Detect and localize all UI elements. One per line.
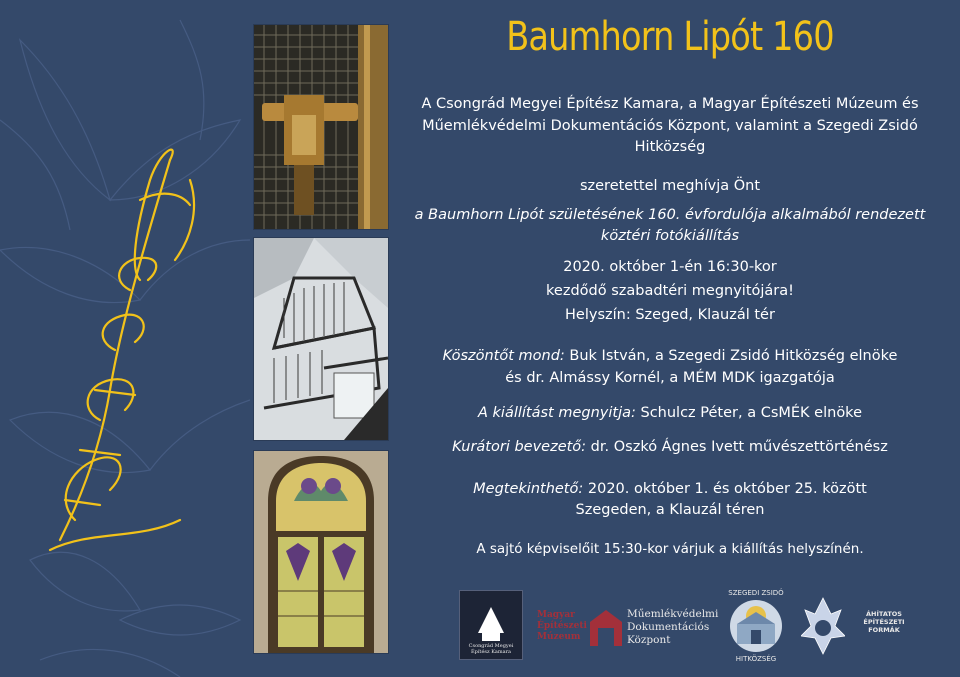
ahitatos-logo-line: ÁHÍTATOS	[866, 610, 902, 618]
event-opening: kezdődő szabadtéri megnyitójára!	[546, 283, 794, 299]
mdk-logo-line: Központ	[627, 634, 671, 646]
mdk-logo-mark	[588, 608, 624, 648]
partner-logos	[455, 588, 955, 668]
ahitatos-logo-line: ÉPÍTÉSZETI	[863, 618, 905, 626]
event-date: 2020. október 1-én 16:30-kor	[563, 259, 777, 275]
opening-text: Schulcz Péter, a CsMÉK elnöke	[635, 405, 862, 421]
photo-door-handle	[253, 24, 389, 230]
szegedi-zsido-logo	[723, 588, 789, 666]
press-line: A sajtó képviselőit 15:30-kor várjuk a kiállítás helyszínén.	[476, 541, 864, 557]
signature-icon	[40, 120, 210, 560]
viewing-text: 2020. október 1. és október 25. között	[583, 481, 867, 497]
occasion-line: köztéri fotókiállítás	[600, 228, 740, 244]
ahitatos-logo	[849, 610, 919, 634]
mdk-logo	[627, 608, 719, 647]
curator-line	[400, 437, 940, 458]
ahitatos-logo-mark	[801, 596, 845, 656]
opening-line	[400, 403, 940, 424]
mem-logo-line: Múzeum	[537, 632, 581, 642]
mem-logo	[537, 610, 587, 643]
viewing-line	[400, 479, 940, 500]
greeting-label: Köszöntőt mond:	[442, 348, 565, 364]
viewing-line-2: Szegeden, a Klauzál téren	[575, 502, 765, 518]
mem-logo-line: Magyar	[537, 610, 575, 620]
occasion-line: a Baumhorn Lipót születésének 160. évfordulója alkalmából rendezett	[414, 207, 926, 223]
mdk-logo-line: Műemlékvédelmi	[627, 608, 719, 620]
csmek-logo-text: Csongrád Megyei Építész Kamara	[468, 643, 514, 655]
greeting-line-2: és dr. Almássy Kornél, a MÉM MDK igazgatója	[505, 370, 835, 386]
invite-line: szeretettel meghívja Önt	[579, 178, 761, 194]
intro-line: Hitközség	[634, 139, 706, 155]
viewing-label: Megtekinthető:	[473, 481, 584, 497]
ahitatos-logo-line: FORMÁK	[868, 626, 900, 634]
event-location: Helyszín: Szeged, Klauzál tér	[565, 307, 775, 323]
greeting-line	[400, 346, 940, 367]
mdk-logo-line: Dokumentációs	[627, 621, 710, 633]
mem-logo-line: Építészeti	[537, 621, 587, 631]
szegedi-logo-bottom: HITKÖZSÉG	[735, 655, 777, 663]
intro-line: Műemlékvédelmi Dokumentációs Központ, valamint a Szegedi Zsidó	[422, 118, 918, 134]
intro-line: A Csongrád Megyei Építész Kamara, a Magyar Építészeti Múzeum és	[421, 96, 919, 112]
csmek-logo	[459, 590, 523, 660]
opening-label: A kiállítást megnyitja:	[478, 405, 636, 421]
photo-stairwell	[253, 237, 389, 441]
curator-text: dr. Oszkó Ágnes Ivett művészettörténész	[586, 439, 888, 455]
photo-stained-glass	[253, 450, 389, 654]
curator-label: Kurátori bevezető:	[452, 439, 587, 455]
greeting-text: Buk István, a Szegedi Zsidó Hitközség elnöke	[564, 348, 898, 364]
szegedi-logo-top: SZEGEDI ZSIDÓ	[728, 589, 784, 597]
page-title: Baumhorn Lipót 160	[506, 14, 834, 60]
